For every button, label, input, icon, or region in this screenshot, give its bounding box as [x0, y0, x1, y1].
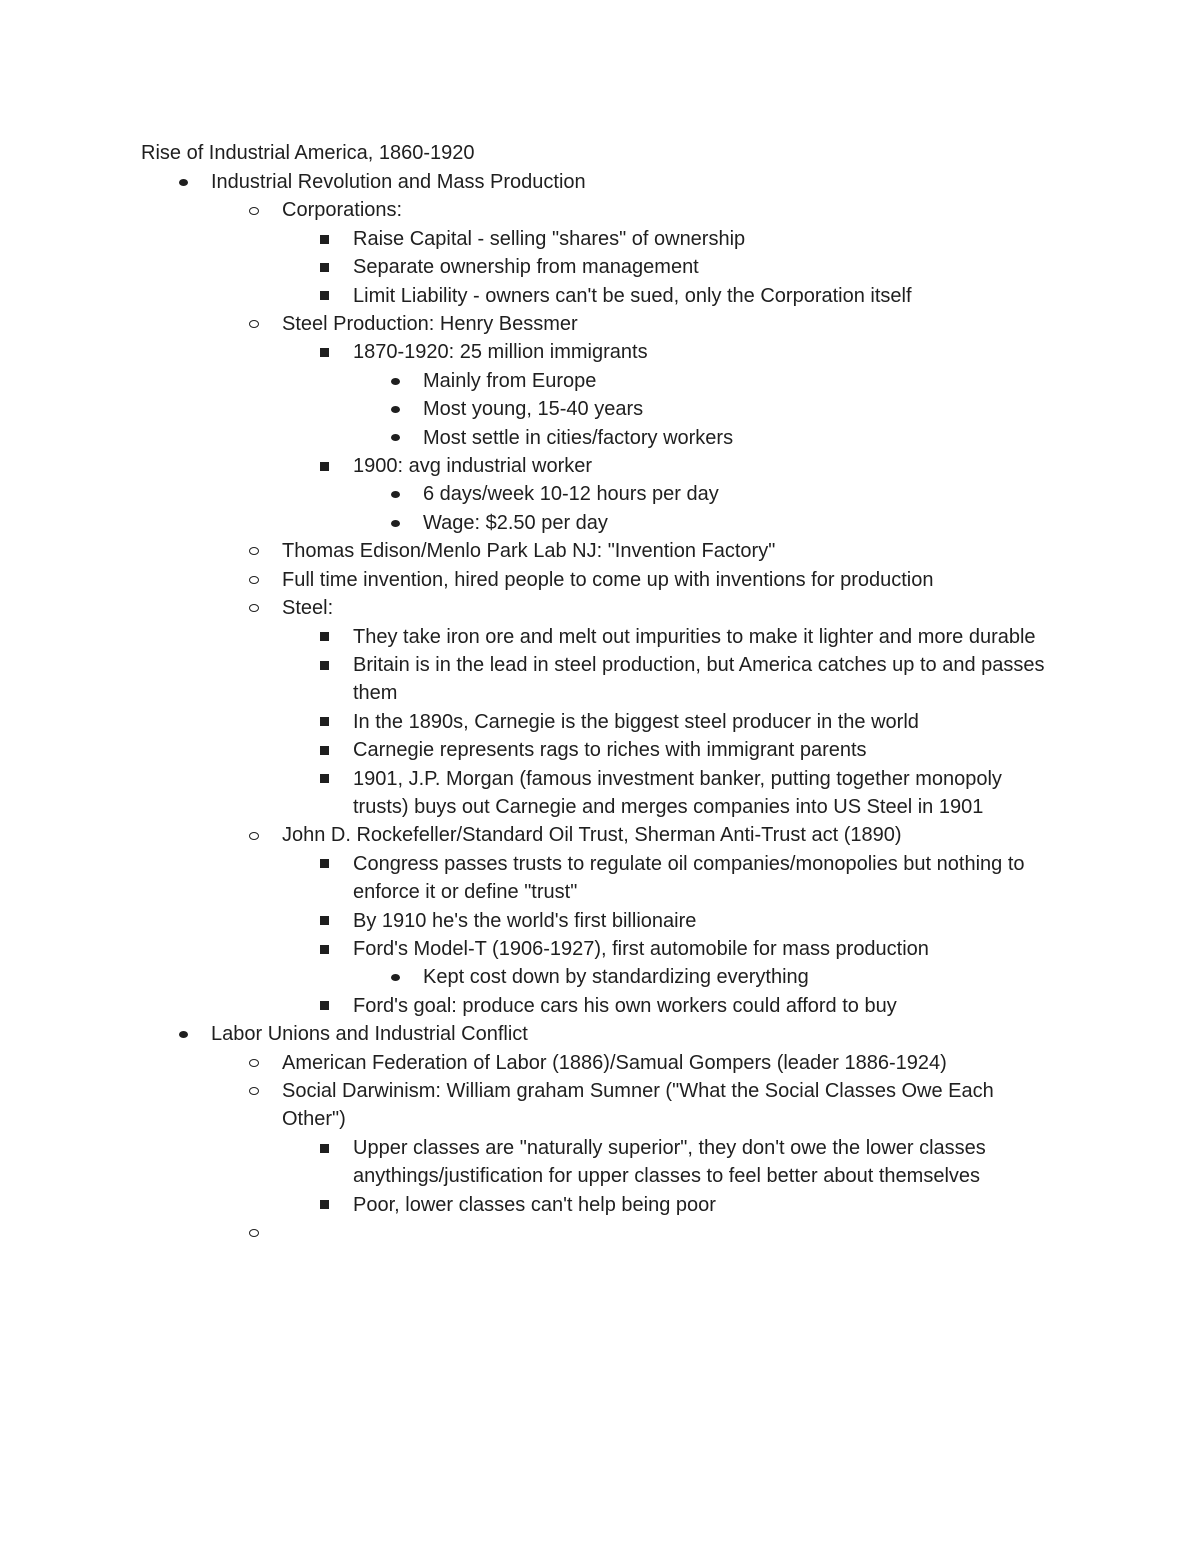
- list-item: [0, 566, 1200, 594]
- list-item: [0, 480, 1200, 508]
- bullet-disc-icon: [387, 509, 403, 537]
- list-item: [0, 1077, 1200, 1134]
- list-item-text: Ford's Model-T (1906-1927), first automobile for mass production: [353, 937, 929, 960]
- list-item-text: Social Darwinism: William graham Sumner ("What the Social Classes Owe Each Other"): [282, 1080, 994, 1131]
- list-item: [0, 623, 1200, 651]
- list-item-text: 1901, J.P. Morgan (famous investment banker, putting together monopoly trusts) buys out Carnegie and merges companies into US Steel in 1901: [353, 767, 1002, 818]
- bullet-circle-icon: [246, 821, 262, 849]
- list-item: [0, 253, 1200, 281]
- list-item-text: Steel Production: Henry Bessmer: [282, 313, 578, 336]
- bullet-square-icon: [316, 1191, 332, 1219]
- list-item: [0, 765, 1200, 822]
- bullet-circle-icon: [246, 310, 262, 338]
- list-item: [0, 537, 1200, 565]
- list-item-text: By 1910 he's the world's first billionaire: [353, 909, 697, 932]
- list-item: [0, 736, 1200, 764]
- list-item: [0, 1134, 1200, 1191]
- list-item-text: Britain is in the lead in steel production, but America catches up to and passes them: [353, 653, 1045, 705]
- list-item-text: Wage: $2.50 per day: [423, 511, 608, 534]
- list-item-text: Carnegie represents rags to riches with immigrant parents: [353, 739, 867, 762]
- list-item-text: Kept cost down by standardizing everything: [423, 966, 809, 989]
- list-item: [0, 907, 1200, 935]
- list-item: [0, 338, 1200, 366]
- document-title: Rise of Industrial America, 1860-1920: [141, 142, 475, 164]
- bullet-square-icon: [316, 253, 332, 281]
- list-item-text: They take iron ore and melt out impurities to make it lighter and more durable: [353, 625, 1036, 648]
- list-item-text: Upper classes are "naturally superior", they don't owe the lower classes anythings/justification for upper classes to feel better about themselves: [353, 1136, 986, 1188]
- list-item: [0, 395, 1200, 423]
- list-item: [0, 1020, 1200, 1048]
- list-item-text: Raise Capital - selling "shares" of ownership: [353, 227, 746, 250]
- list-item-text: American Federation of Labor (1886)/Samual Gompers (leader 1886-1924): [282, 1051, 947, 1074]
- list-item-text: Limit Liability - owners can't be sued, only the Corporation itself: [353, 284, 912, 307]
- list-item-text: Poor, lower classes can't help being poor: [353, 1193, 716, 1216]
- outline-list: [0, 168, 1200, 1247]
- list-item-text: Most young, 15-40 years: [423, 398, 644, 421]
- list-item: [0, 452, 1200, 480]
- list-item-text: Most settle in cities/factory workers: [423, 426, 734, 449]
- list-item: [0, 708, 1200, 736]
- bullet-circle-icon: [246, 1077, 262, 1105]
- list-item: [0, 651, 1200, 708]
- list-item-text: John D. Rockefeller/Standard Oil Trust, Sherman Anti-Trust act (1890): [282, 824, 902, 847]
- list-item: [0, 1049, 1200, 1077]
- list-item: [0, 821, 1200, 849]
- list-item-text: Congress passes trusts to regulate oil companies/monopolies but nothing to enforce it or define "trust": [353, 852, 1025, 904]
- list-item-text: 1870-1920: 25 million immigrants: [353, 341, 648, 364]
- list-item: [0, 963, 1200, 991]
- list-item-text: Full time invention, hired people to come up with inventions for production: [282, 568, 934, 591]
- bullet-square-icon: [316, 907, 332, 935]
- list-item-text: Mainly from Europe: [423, 369, 597, 392]
- bullet-square-icon: [316, 765, 332, 793]
- list-item-text: Separate ownership from management: [353, 256, 699, 279]
- bullet-square-icon: [316, 452, 332, 480]
- list-item-text: Labor Unions and Industrial Conflict: [211, 1023, 528, 1046]
- bullet-square-icon: [316, 282, 332, 310]
- list-item: [0, 225, 1200, 253]
- list-item: [0, 1219, 1200, 1247]
- list-item: [0, 310, 1200, 338]
- list-item-text: In the 1890s, Carnegie is the biggest steel producer in the world: [353, 710, 919, 733]
- bullet-circle-icon: [246, 1219, 262, 1247]
- bullet-square-icon: [316, 1134, 332, 1162]
- list-item: [0, 168, 1200, 196]
- list-item-text: Thomas Edison/Menlo Park Lab NJ: "Invention Factory": [282, 540, 776, 563]
- list-item-text: Industrial Revolution and Mass Production: [211, 171, 586, 193]
- bullet-circle-icon: [246, 594, 262, 622]
- list-item: [0, 367, 1200, 395]
- list-item-text: Ford's goal: produce cars his own workers could afford to buy: [353, 994, 897, 1017]
- list-item-text: 6 days/week 10-12 hours per day: [423, 483, 719, 506]
- bullet-disc-icon: [387, 480, 403, 508]
- bullet-square-icon: [316, 736, 332, 764]
- bullet-disc-icon: [175, 168, 191, 196]
- list-item: [0, 1191, 1200, 1219]
- list-item-text: Corporations:: [282, 199, 403, 222]
- list-item: [0, 196, 1200, 224]
- bullet-disc-icon: [175, 1020, 191, 1048]
- list-item: [0, 509, 1200, 537]
- bullet-square-icon: [316, 850, 332, 878]
- list-item: [0, 935, 1200, 963]
- bullet-square-icon: [316, 992, 332, 1020]
- list-item: [0, 594, 1200, 622]
- list-item-text: Steel:: [282, 597, 334, 620]
- bullet-square-icon: [316, 935, 332, 963]
- list-item: [0, 850, 1200, 907]
- bullet-disc-icon: [387, 963, 403, 991]
- bullet-square-icon: [316, 225, 332, 253]
- list-item-text: [282, 1219, 1057, 1247]
- bullet-circle-icon: [246, 196, 262, 224]
- list-item-text: 1900: avg industrial worker: [353, 455, 593, 478]
- bullet-disc-icon: [387, 424, 403, 452]
- list-item: [0, 992, 1200, 1020]
- bullet-square-icon: [316, 708, 332, 736]
- list-item: [0, 424, 1200, 452]
- bullet-square-icon: [316, 623, 332, 651]
- bullet-square-icon: [316, 651, 332, 679]
- list-item: [0, 282, 1200, 310]
- bullet-circle-icon: [246, 566, 262, 594]
- bullet-circle-icon: [246, 537, 262, 565]
- bullet-disc-icon: [387, 395, 403, 423]
- bullet-square-icon: [316, 338, 332, 366]
- bullet-circle-icon: [246, 1049, 262, 1077]
- bullet-disc-icon: [387, 367, 403, 395]
